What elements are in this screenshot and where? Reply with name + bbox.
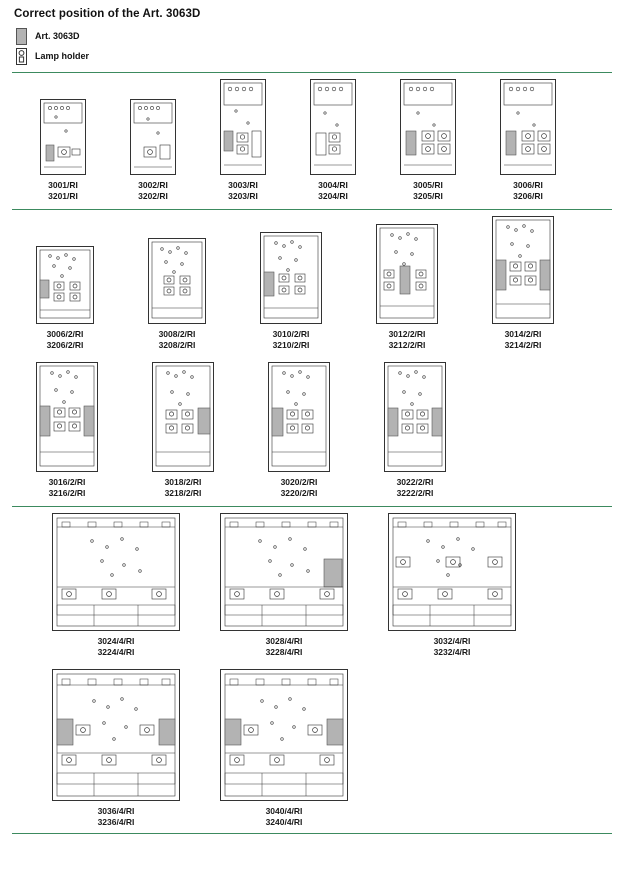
caption: 3012/2/RI 3212/2/RI <box>388 329 426 350</box>
caption: 3006/RI 3206/RI <box>513 180 543 201</box>
diagram-3006-2 <box>36 246 94 324</box>
caption: 3002/RI 3202/RI <box>138 180 168 201</box>
section-double <box>10 210 614 498</box>
diagram-3006 <box>500 79 556 175</box>
divider-4 <box>12 833 612 834</box>
caption: 3004/RI 3204/RI <box>318 180 348 201</box>
legend-row-lamp <box>16 46 614 66</box>
figure-cell <box>36 362 98 498</box>
lamp-holder-icon <box>16 48 27 65</box>
caption: 3024/4/RI 3224/4/RI <box>97 636 135 657</box>
diagram-3005 <box>400 79 456 175</box>
diagram-3003 <box>220 79 266 175</box>
diagram-3028-4 <box>220 513 348 631</box>
figure-cell <box>400 79 456 201</box>
legend-label-lamp: Lamp holder <box>35 51 90 61</box>
figure-cell <box>220 79 266 201</box>
diagram-3032-4 <box>388 513 516 631</box>
figure-cell <box>260 232 322 350</box>
row-4 <box>10 513 614 657</box>
section-single <box>10 73 614 201</box>
row-5 <box>10 669 614 827</box>
diagram-3004 <box>310 79 356 175</box>
diagram-3040-4 <box>220 669 348 801</box>
caption: 3014/2/RI 3214/2/RI <box>504 329 542 350</box>
caption: 3003/RI 3203/RI <box>228 180 258 201</box>
caption: 3036/4/RI 3236/4/RI <box>97 806 135 827</box>
figure-cell <box>384 362 446 498</box>
section-quad <box>10 507 614 827</box>
grey-block-swatch-icon <box>16 28 27 45</box>
figure-cell <box>220 513 348 657</box>
figure-cell <box>268 362 330 498</box>
figure-cell <box>152 362 214 498</box>
diagram-3016-2 <box>36 362 98 472</box>
caption: 3005/RI 3205/RI <box>413 180 443 201</box>
diagram-3018-2 <box>152 362 214 472</box>
diagram-3010-2 <box>260 232 322 324</box>
figure-cell <box>148 238 206 350</box>
caption: 3032/4/RI 3232/4/RI <box>433 636 471 657</box>
diagram-3036-4 <box>52 669 180 801</box>
diagram-3014-2 <box>492 216 554 324</box>
caption: 3040/4/RI 3240/4/RI <box>265 806 303 827</box>
figure-cell <box>310 79 356 201</box>
diagram-3022-2 <box>384 362 446 472</box>
row-2 <box>10 216 614 350</box>
caption: 3008/2/RI 3208/2/RI <box>158 329 196 350</box>
legend-label-block: Art. 3063D <box>35 31 80 41</box>
figure-cell <box>36 246 94 350</box>
diagram-3020-2 <box>268 362 330 472</box>
figure-cell <box>40 99 86 201</box>
diagram-3002 <box>130 99 176 175</box>
figure-cell <box>492 216 554 350</box>
caption: 3022/2/RI 3222/2/RI <box>396 477 434 498</box>
caption: 3016/2/RI 3216/2/RI <box>48 477 86 498</box>
legend <box>10 26 614 66</box>
row-3 <box>10 362 614 498</box>
diagram-3012-2 <box>376 224 438 324</box>
caption: 3028/4/RI 3228/4/RI <box>265 636 303 657</box>
diagram-3024-4 <box>52 513 180 631</box>
caption: 3010/2/RI 3210/2/RI <box>272 329 310 350</box>
caption: 3020/2/RI 3220/2/RI <box>280 477 318 498</box>
figure-cell <box>500 79 556 201</box>
page-title: Correct position of the Art. 3063D <box>14 8 201 20</box>
legend-row-block <box>16 26 614 46</box>
figure-cell <box>388 513 516 657</box>
caption: 3018/2/RI 3218/2/RI <box>164 477 202 498</box>
figure-cell <box>52 669 180 827</box>
figure-cell <box>52 513 180 657</box>
caption: 3001/RI 3201/RI <box>48 180 78 201</box>
figure-cell <box>130 99 176 201</box>
caption: 3006/2/RI 3206/2/RI <box>46 329 84 350</box>
diagram-3008-2 <box>148 238 206 324</box>
row-1 <box>10 79 614 201</box>
figure-cell <box>220 669 348 827</box>
figure-cell <box>376 224 438 350</box>
diagram-3001 <box>40 99 86 175</box>
